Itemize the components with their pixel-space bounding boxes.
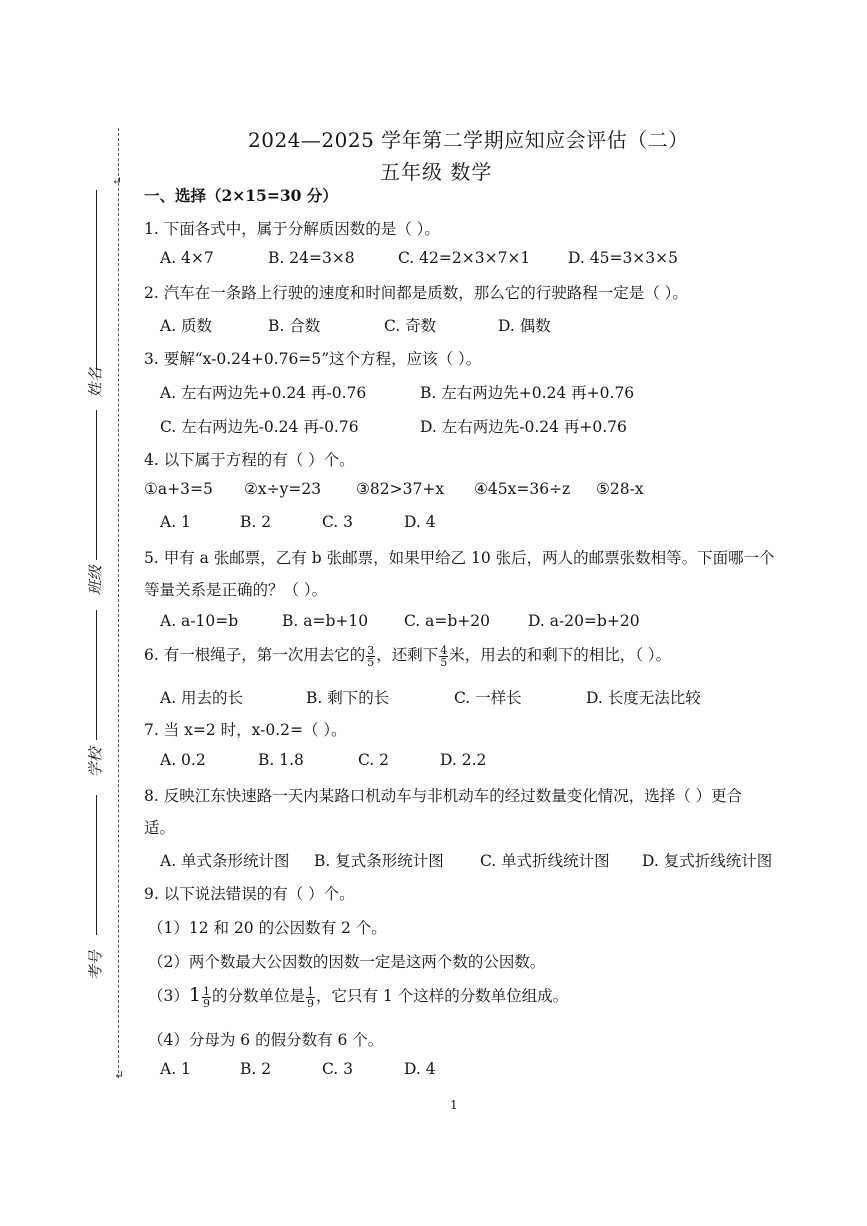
- option: C. 左右两边先-0.24 再-0.76: [160, 418, 359, 436]
- option: D. 4: [404, 513, 436, 531]
- fraction-denominator: 5: [367, 655, 375, 669]
- question-stem: 5. 甲有 a 张邮票，乙有 b 张邮票，如果甲给乙 10 张后，两人的邮票张数相等。下面哪一个: [144, 549, 775, 567]
- option: B. 合数: [268, 317, 321, 335]
- statement: （2）两个数最大公因数的因数一定是这两个数的公因数。: [148, 953, 546, 971]
- question-stem: 7. 当 x=2 时，x-0.2=（ ）。: [144, 721, 347, 739]
- exam-no-label: 考号: [86, 950, 105, 981]
- option: C. 奇数: [384, 317, 437, 335]
- option: D. 偶数: [498, 317, 551, 335]
- option: D. 2.2: [440, 751, 487, 769]
- equation-item: ②x÷y=23: [244, 480, 322, 498]
- section-title: 一、选择（2×15=30 分）: [144, 186, 338, 205]
- equation-item: ③82>37+x: [356, 480, 445, 498]
- statement: （4）分母为 6 的假分数有 6 个。: [148, 1031, 384, 1049]
- option: B. 24=3×8: [268, 249, 355, 267]
- page-title: 2024—2025 学年第二学期应知应会评估（二）: [248, 128, 689, 152]
- option: A. 左右两边先+0.24 再-0.76: [160, 384, 367, 402]
- statement: [148, 984, 568, 1009]
- question-stem: [144, 643, 671, 668]
- question-stem: 9. 以下说法错误的有（ ）个。: [144, 885, 355, 903]
- fraction-numerator: 3: [367, 643, 375, 657]
- fraction-denominator: 9: [306, 996, 314, 1010]
- option: B. 2: [240, 1060, 272, 1078]
- option: B. 2: [240, 513, 272, 531]
- stem-text: ，还剩下: [376, 646, 439, 664]
- option: C. 单式折线统计图: [480, 852, 610, 870]
- statement: （1）12 和 20 的公因数有 2 个。: [148, 919, 387, 937]
- option: D. 4: [404, 1060, 436, 1078]
- option: D. 左右两边先-0.24 再+0.76: [420, 418, 627, 436]
- option: C. a=b+20: [404, 612, 491, 630]
- fraction: [306, 986, 315, 1009]
- question-stem-continued: 适。: [144, 819, 176, 837]
- return-mark: ↵: [114, 1068, 125, 1082]
- option: A. a-10=b: [160, 612, 239, 630]
- question-stem: 3. 要解“x-0.24+0.76=5”这个方程，应该（ ）。: [144, 350, 482, 368]
- option: B. 复式条形统计图: [314, 852, 444, 870]
- fraction-numerator: 4: [440, 643, 448, 657]
- fraction-numerator: 1: [306, 984, 314, 998]
- stem-text: 的分数单位是: [211, 987, 305, 1005]
- option: C. 3: [322, 1060, 354, 1078]
- question-stem: 2. 汽车在一条路上行驶的速度和时间都是质数，那么它的行驶路程一定是（ ）。: [144, 284, 688, 302]
- question-stem: 1. 下面各式中，属于分解质因数的是（ ）。: [144, 220, 440, 238]
- fraction-numerator: 1: [202, 984, 210, 998]
- option: C. 2: [358, 751, 390, 769]
- fraction: [439, 645, 448, 668]
- option: A. 质数: [160, 317, 213, 335]
- option: D. 长度无法比较: [586, 689, 701, 707]
- option: A. 单式条形统计图: [160, 852, 290, 870]
- equation-item: ⑤28-x: [596, 480, 644, 498]
- option: B. 剩下的长: [306, 689, 390, 707]
- option: C. 42=2×3×7×1: [398, 249, 531, 267]
- name-fill-line: [96, 190, 97, 370]
- option: D. a-20=b+20: [528, 612, 640, 630]
- option: A. 1: [160, 513, 191, 531]
- class-fill-line: [96, 410, 97, 560]
- fraction-denominator: 9: [202, 996, 210, 1010]
- option: D. 复式折线统计图: [642, 852, 773, 870]
- option: A. 4×7: [160, 249, 214, 267]
- option: B. a=b+10: [282, 612, 369, 630]
- option: D. 45=3×3×5: [568, 249, 678, 267]
- question-stem: 4. 以下属于方程的有（ ）个。: [144, 451, 355, 469]
- school-fill-line: [96, 610, 97, 740]
- fraction-denominator: 5: [440, 655, 448, 669]
- equation-item: ①a+3=5: [144, 480, 213, 498]
- option: C. 3: [322, 513, 354, 531]
- fraction: [366, 645, 375, 668]
- school-label: 学校: [86, 747, 105, 778]
- binding-dashed-line: [118, 128, 119, 1078]
- option: B. 左右两边先+0.24 再+0.76: [420, 384, 635, 402]
- name-label: 姓名: [86, 367, 105, 398]
- question-stem: 8. 反映江东快速路一天内某路口机动车与非机动车的经过数量变化情况，选择（ ）更合: [144, 787, 743, 805]
- fraction: [202, 986, 211, 1009]
- stem-text: （3）: [148, 987, 189, 1005]
- class-label: 班级: [86, 565, 105, 596]
- return-mark: ↵: [112, 174, 123, 188]
- option: A. 用去的长: [160, 689, 244, 707]
- page-number: 1: [450, 1098, 458, 1112]
- stem-text: 米，用去的和剩下的相比，（ ）。: [449, 646, 672, 664]
- equation-item: ④45x=36÷z: [474, 480, 571, 498]
- exam-no-fill-line: [96, 795, 97, 935]
- option: C. 一样长: [454, 689, 522, 707]
- stem-text: ，它只有 1 个这样的分数单位组成。: [315, 987, 569, 1005]
- mixed-number-whole: 1: [188, 984, 201, 1006]
- option: A. 1: [160, 1060, 191, 1078]
- question-stem-continued: 等量关系是正确的？（ ）。: [144, 581, 328, 599]
- option: A. 0.2: [160, 751, 206, 769]
- page-subtitle: 五年级 数学: [380, 160, 493, 184]
- option: B. 1.8: [258, 751, 304, 769]
- stem-text: 6. 有一根绳子，第一次用去它的: [144, 646, 366, 664]
